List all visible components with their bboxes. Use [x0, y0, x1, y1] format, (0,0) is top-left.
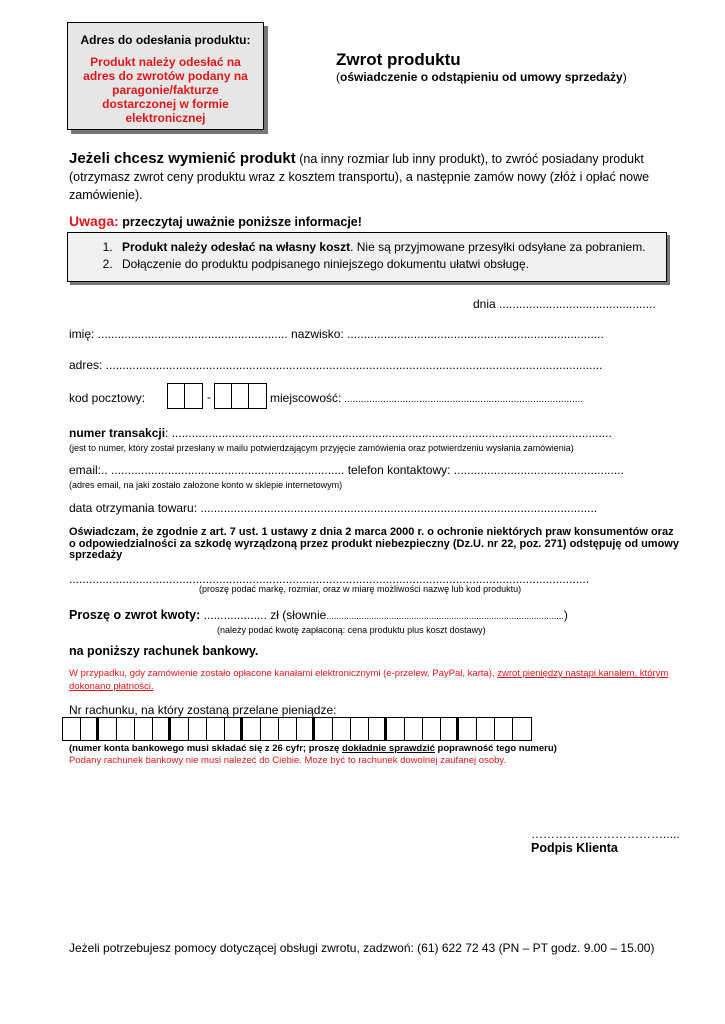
- city-dots[interactable]: ......................................................................................: [341, 394, 584, 405]
- account-digit[interactable]: [261, 718, 279, 740]
- postal-code-part2[interactable]: [214, 383, 267, 409]
- account-digit[interactable]: [297, 718, 315, 740]
- info-item-2: 2. Dołączenie do produktu podpisanego niniejszego dokumentu ułatwi obsługę.: [116, 256, 666, 273]
- account-digit[interactable]: [513, 718, 531, 740]
- city-label: miejscowość:: [270, 391, 342, 405]
- account-digit[interactable]: [279, 718, 297, 740]
- warning-label: Uwaga:: [69, 213, 119, 229]
- account-digit[interactable]: [441, 718, 459, 740]
- warning-text: przeczytaj uważnie poniższe informacje!: [118, 215, 362, 229]
- refund-hint: (należy podać kwotę zapłaconą: cena produktu plus koszt dostawy): [217, 625, 486, 635]
- account-digit[interactable]: [99, 718, 117, 740]
- transaction-hint: (jest to numer, który został przesłany w mailu potwierdzającym przyjęcie zamówienia oraz potwierdzeniu wysłania zamówienia): [69, 443, 574, 453]
- return-address-note: Produkt należy odesłać na adres do zwrotów podany na paragonie/fakturze dostarczonej w formie elektronicznej: [83, 55, 248, 125]
- info-box: [67, 232, 667, 282]
- account-digit[interactable]: [387, 718, 405, 740]
- signature-label: Podpis Klienta: [531, 841, 618, 855]
- account-digit[interactable]: [495, 718, 513, 740]
- refund-words-dots[interactable]: ...............................................................................................: [326, 611, 564, 621]
- account-digit[interactable]: [315, 718, 333, 740]
- return-address-title: Adres do odesłania produktu:: [80, 33, 251, 47]
- refund-amount-field[interactable]: [69, 608, 568, 622]
- exchange-text: (na inny rozmiar lub inny produkt), to zwróć posiadany produkt (otrzymasz zwrot ceny produktu wraz z kosztem transportu), a następnie zamów nowy (złóż i opłać nowe zamówienie).: [69, 152, 650, 202]
- account-digit[interactable]: [63, 718, 81, 740]
- account-digit[interactable]: [369, 718, 387, 740]
- postal-code-part1[interactable]: [167, 383, 203, 409]
- postal-digit[interactable]: [215, 384, 232, 408]
- account-digit[interactable]: [243, 718, 261, 740]
- date-field[interactable]: dnia ...............................................: [473, 297, 656, 311]
- email-phone-field[interactable]: email:.. ...................................................................... telefon kontaktowy: ...................................................: [69, 463, 624, 477]
- account-digit[interactable]: [117, 718, 135, 740]
- transaction-field[interactable]: [69, 426, 612, 440]
- account-digit[interactable]: [189, 718, 207, 740]
- account-number-boxes[interactable]: [62, 717, 532, 741]
- postal-digit[interactable]: [185, 384, 202, 408]
- page-title: Zwrot produktu: [336, 50, 461, 69]
- account-hint-underlined: dokładnie sprawdzić: [341, 743, 435, 754]
- signature-field[interactable]: …………………………….....: [531, 827, 680, 841]
- return-address-box: [67, 22, 264, 130]
- name-surname-field[interactable]: imię: ......................................................... nazwisko: .............................................................................: [69, 327, 604, 341]
- postal-digit[interactable]: [168, 384, 185, 408]
- exchange-lead: Jeżeli chcesz wymienić produkt: [69, 150, 296, 167]
- account-digit[interactable]: [153, 718, 171, 740]
- postal-code-label: kod pocztowy:: [69, 391, 146, 405]
- account-digit[interactable]: [207, 718, 225, 740]
- bank-note-text: W przypadku, gdy zamówienie zostało opłacone kanałami elektronicznymi (e-przelew, PayPal, karta),: [69, 668, 498, 679]
- subtitle-text: oświadczenie o odstąpieniu od umowy sprzedaży: [340, 70, 623, 84]
- subtitle-close: ): [622, 70, 627, 84]
- product-field[interactable]: ............................................................................................................................................................: [69, 572, 590, 586]
- page-subtitle: [336, 70, 627, 84]
- bank-note: [69, 667, 689, 693]
- account-digit[interactable]: [333, 718, 351, 740]
- account-note: Podany rachunek bankowy nie musi należeć do Ciebie. Może być to rachunek dowolnej zaufanej osoby.: [69, 755, 507, 766]
- product-hint: (proszę podać markę, rozmiar, oraz w miarę możliwości nazwę lub kod produktu): [199, 584, 522, 594]
- account-digit[interactable]: [477, 718, 495, 740]
- bank-note-underlined: zwrot pieniędzy nastąpi kanałem, którym dokonano płatności.: [69, 668, 669, 692]
- bank-heading: na poniższy rachunek bankowy.: [69, 644, 259, 658]
- info-item-1-bold: Produkt należy odesłać na własny koszt: [122, 240, 351, 254]
- help-footer: Jeżeli potrzebujesz pomocy dotyczącej obsługi zwrotu, zadzwoń: (61) 622 72 43 (PN – PT godz. 9.00 – 15.00): [69, 941, 655, 955]
- account-digit[interactable]: [171, 718, 189, 740]
- account-digit[interactable]: [81, 718, 99, 740]
- received-date-field[interactable]: data otrzymania towaru: .......................................................................................................................: [69, 501, 598, 515]
- account-digit[interactable]: [225, 718, 243, 740]
- account-label: Nr rachunku, na który zostaną przelane pieniądze:: [69, 703, 337, 717]
- email-hint: (adres email, na jaki zostało założone konto w sklepie internetowym): [69, 480, 343, 490]
- account-hint-text: (numer konta bankowego musi składać się z 26 cyfr; proszę: [69, 743, 342, 754]
- info-item-1: [116, 239, 666, 256]
- postal-code-dash: -: [207, 390, 211, 404]
- transaction-label: numer transakcji: [69, 426, 166, 440]
- account-digit[interactable]: [405, 718, 423, 740]
- info-item-1-text: . Nie są przyjmowane przesyłki odsyłane za pobraniem.: [350, 240, 646, 254]
- address-field[interactable]: adres: .....................................................................................................................................................: [69, 358, 603, 372]
- warning-line: [69, 213, 362, 229]
- account-digit[interactable]: [459, 718, 477, 740]
- account-digit[interactable]: [135, 718, 153, 740]
- subtitle-open: (: [336, 70, 340, 84]
- account-digit[interactable]: [351, 718, 369, 740]
- postal-digit[interactable]: [232, 384, 249, 408]
- refund-amount-dots[interactable]: ................... zł (słownie: [200, 608, 327, 622]
- refund-label: Proszę o zwrot kwoty:: [69, 608, 201, 622]
- declaration-text: Oświadczam, że zgodnie z art. 7 ust. 1 ustawy z dnia 2 marca 2000 r. o ochronie niektórych praw konsumentów oraz o odpowiedzialności za szkodę wyrządzoną przez produkt niebezpieczny (Dz.U. nr 22, poz. 271) odstępuję od umowy sprzedaży: [69, 526, 679, 561]
- city-field[interactable]: [270, 391, 583, 405]
- exchange-info: [69, 150, 669, 204]
- account-hint: [69, 743, 557, 754]
- account-digit[interactable]: [423, 718, 441, 740]
- postal-digit[interactable]: [249, 384, 266, 408]
- transaction-dots[interactable]: : ....................................................................................................................................: [165, 426, 612, 440]
- account-hint-end: poprawność tego numeru): [434, 743, 557, 754]
- refund-close: ): [563, 608, 568, 622]
